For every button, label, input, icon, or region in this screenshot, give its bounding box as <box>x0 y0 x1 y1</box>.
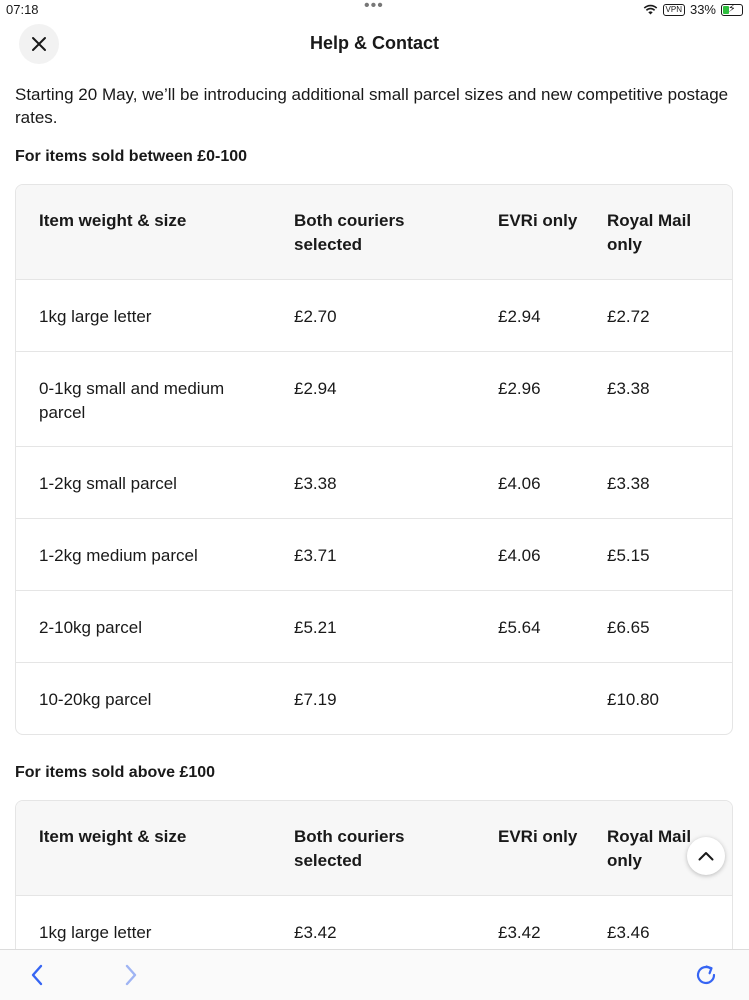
section-heading: For items sold between £0-100 <box>15 148 248 165</box>
table-header <box>16 185 732 279</box>
table-cell: £3.42 <box>294 923 337 942</box>
table-cell: 0-1kg small and medium parcel <box>39 379 225 422</box>
page-title: Help & Contact <box>309 33 439 53</box>
reload-button[interactable] <box>693 962 719 988</box>
table-cell: £7.19 <box>294 690 337 709</box>
table-cell: £2.70 <box>294 307 337 326</box>
battery-icon: ⚡ <box>721 4 743 16</box>
table-cell: £3.71 <box>294 546 337 565</box>
table-row <box>16 518 732 590</box>
table-cell: £2.94 <box>294 379 337 398</box>
wifi-icon <box>643 4 658 15</box>
column-header: Item weight & size <box>39 827 187 846</box>
table-cell: £3.38 <box>607 379 650 398</box>
column-header: Both couriers selected <box>294 827 405 870</box>
table-header <box>16 801 732 895</box>
table-cell: £5.64 <box>498 618 541 637</box>
table-cell: £2.72 <box>607 307 650 326</box>
status-time: 07:18 <box>6 2 39 17</box>
table-cell: £2.96 <box>498 379 541 398</box>
rates-table-under-100 <box>15 184 733 735</box>
status-right <box>643 2 743 17</box>
section-heading: For items sold above £100 <box>15 764 216 781</box>
table-row <box>16 590 732 662</box>
table-row <box>16 351 732 446</box>
table-cell: 1-2kg medium parcel <box>39 546 198 565</box>
column-header: Both couriers selected <box>294 211 405 254</box>
table-row <box>16 446 732 518</box>
content <box>0 66 749 949</box>
table-cell: 2-10kg parcel <box>39 618 143 637</box>
column-header: EVRi only <box>498 827 578 846</box>
table-cell: £3.46 <box>607 923 650 942</box>
table-cell: 10-20kg parcel <box>39 690 152 709</box>
battery-percent: 33% <box>689 2 716 17</box>
scroll-to-top-button[interactable] <box>687 837 725 875</box>
vpn-badge: VPN <box>663 4 685 16</box>
table-cell: £3.42 <box>498 923 541 942</box>
table-cell: £6.65 <box>607 618 650 637</box>
column-header: Royal Mail only <box>607 827 692 870</box>
intro-text: Starting 20 May, we’ll be introducing additional small parcel sizes and new competitive postage rates. <box>15 85 729 127</box>
table-cell: 1kg large letter <box>39 307 152 326</box>
forward-button[interactable] <box>117 962 143 988</box>
status-bar <box>0 0 749 22</box>
header <box>0 22 749 66</box>
chevron-up-icon <box>698 851 714 861</box>
column-header: EVRi only <box>498 211 578 230</box>
table-row <box>16 662 732 734</box>
rates-table-above-100 <box>15 800 733 949</box>
multitasking-dots-icon[interactable]: ••• <box>364 0 384 14</box>
table-cell: £3.38 <box>607 474 650 493</box>
table-cell: £3.38 <box>294 474 337 493</box>
browser-toolbar <box>0 949 749 1000</box>
table-row <box>16 279 732 351</box>
table-cell: £5.15 <box>607 546 650 565</box>
table-cell: 1kg large letter <box>39 923 152 942</box>
column-header: Item weight & size <box>39 211 187 230</box>
table-cell: £2.94 <box>498 307 541 326</box>
table-cell: £4.06 <box>498 474 541 493</box>
table-cell: £10.80 <box>607 690 659 709</box>
table-cell: £4.06 <box>498 546 541 565</box>
table-cell: £5.21 <box>294 618 337 637</box>
back-button[interactable] <box>25 962 51 988</box>
column-header: Royal Mail only <box>607 211 692 254</box>
table-cell: 1-2kg small parcel <box>39 474 177 493</box>
table-row <box>16 895 732 949</box>
